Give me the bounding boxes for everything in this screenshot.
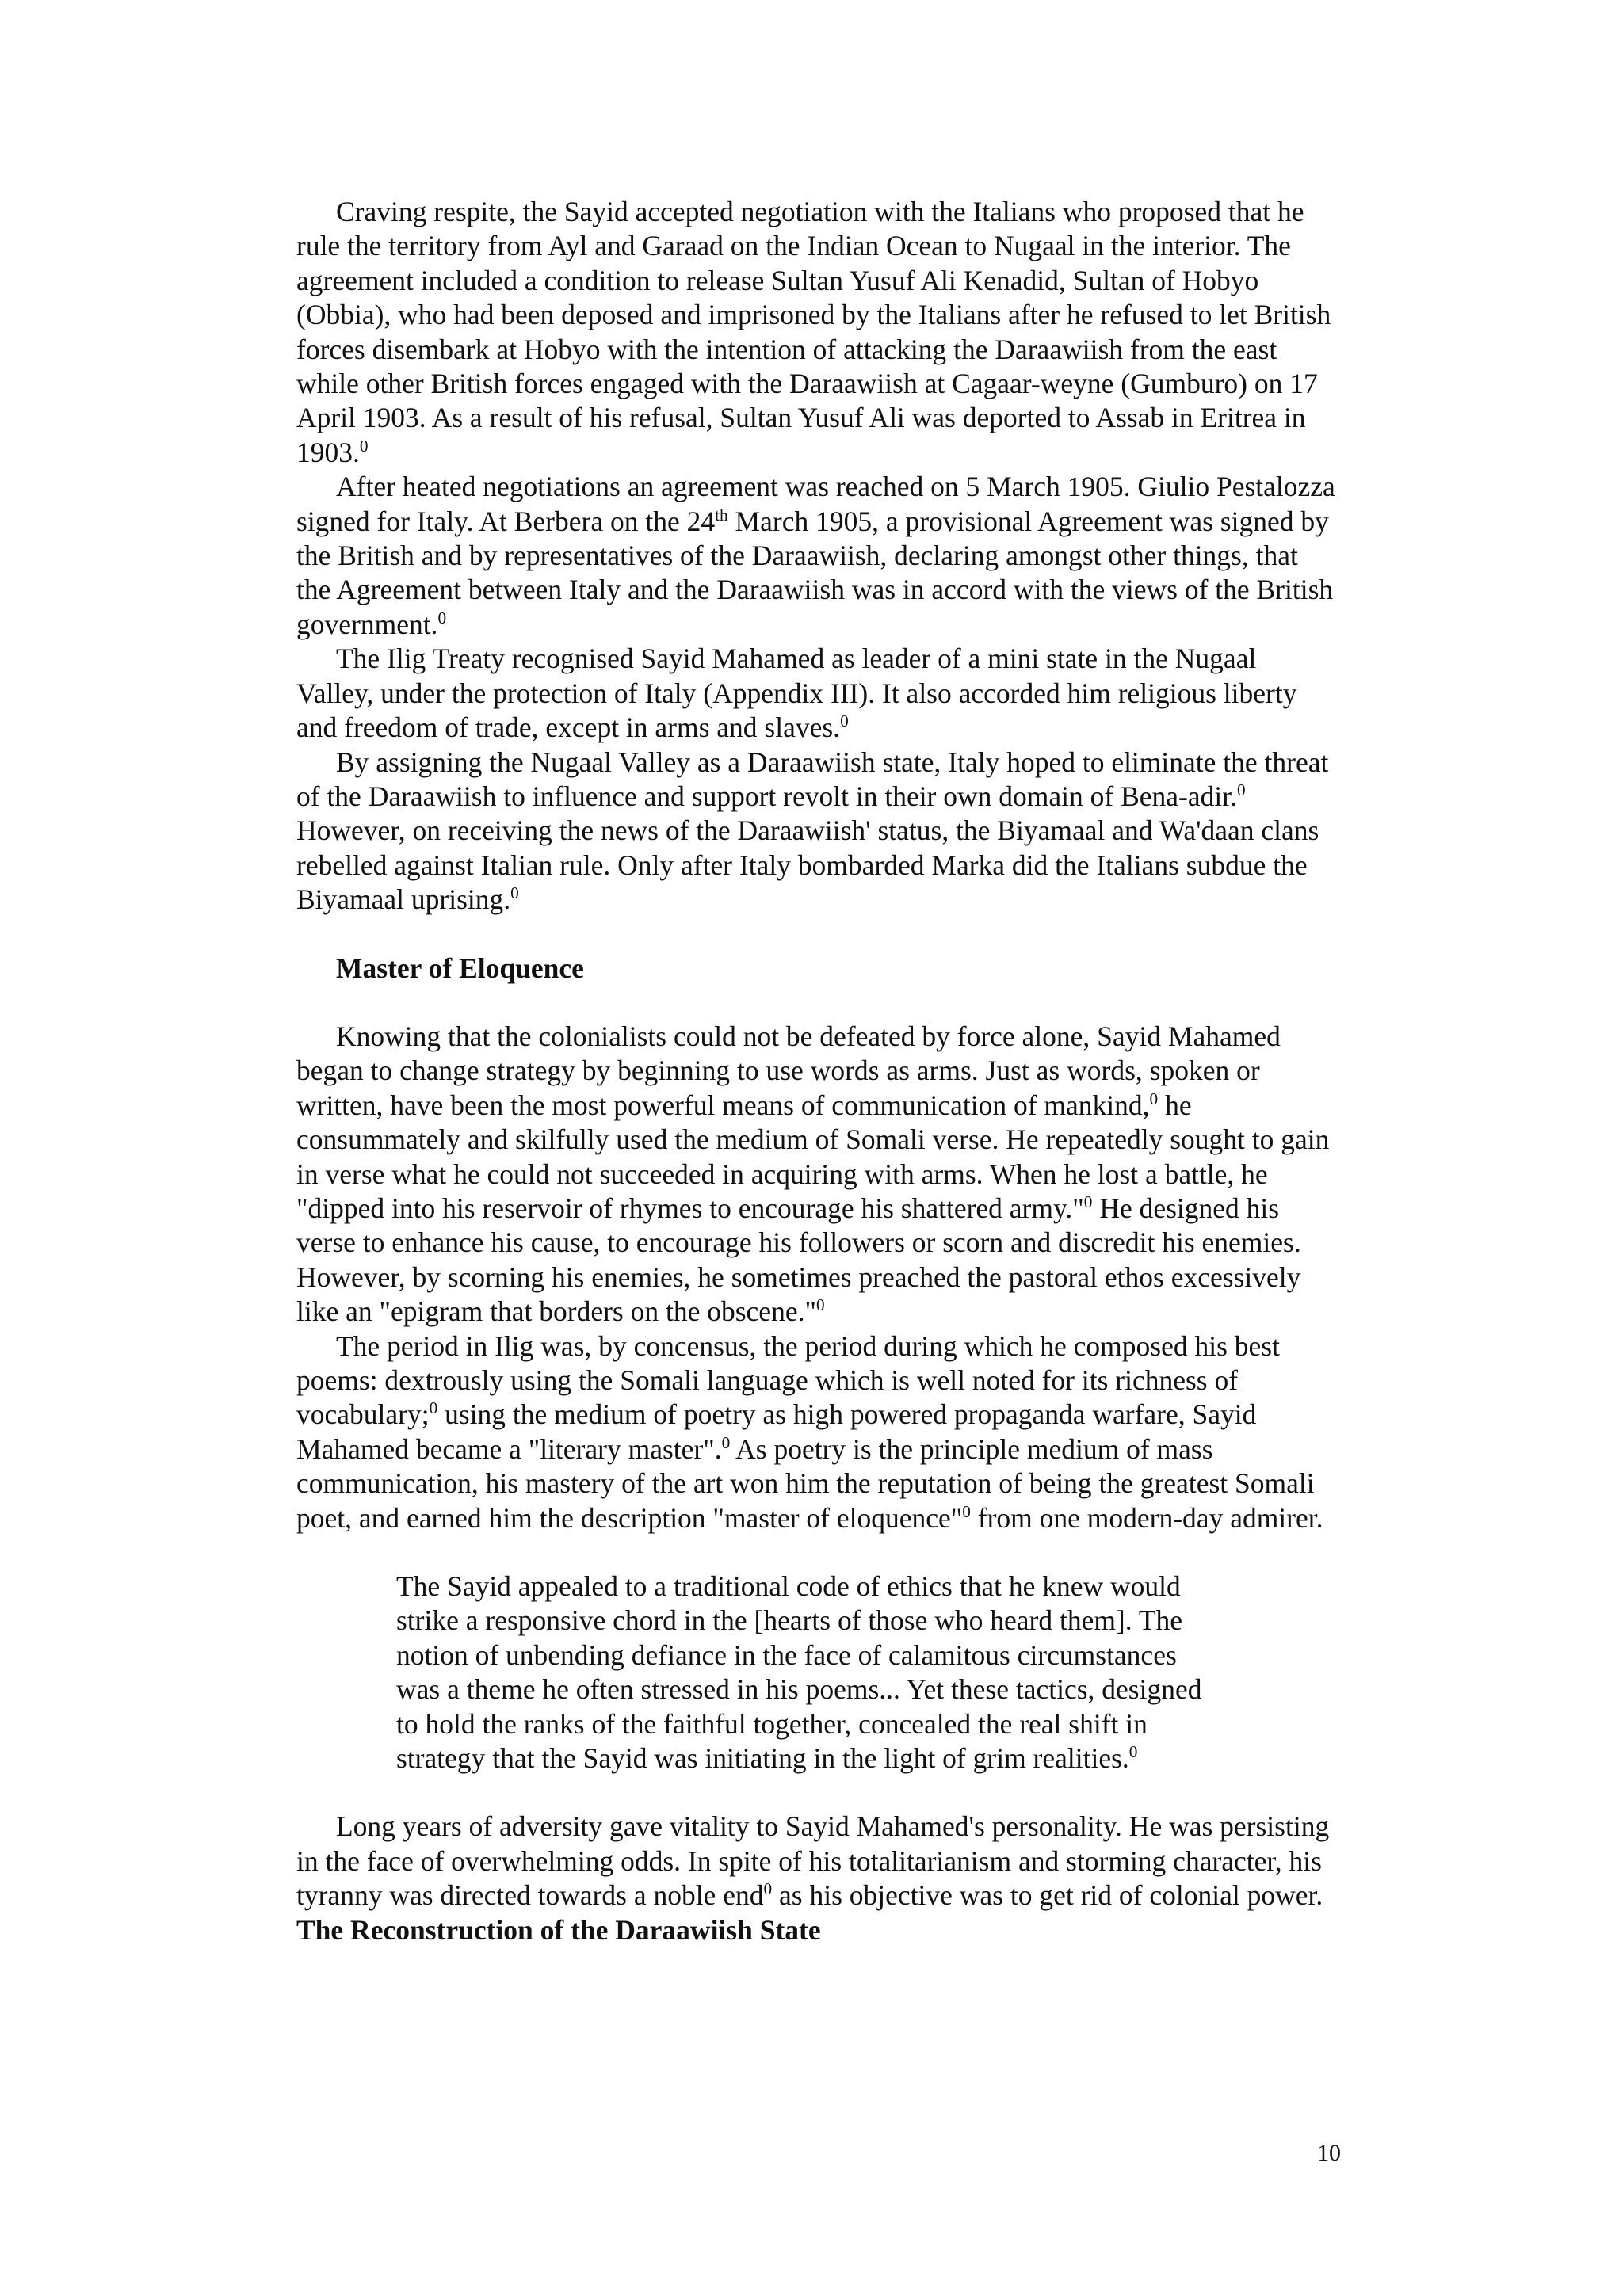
block-quote: The Sayid appealed to a traditional code of ethics that he knew would strike a responsive chord in the [hearts of those who heard them]. The notion of unbending defiance in the face of calamitous circumstances was a theme he often stressed in his poems... Yet these tactics, designed to hold the ranks of the faithful together, concealed the real shift in strategy that the Sayid was initiating in the light of grim realities.$^0$	[396, 1570, 1202, 1775]
footnote-marker: 0	[1083, 1192, 1093, 1212]
footnote-marker: 0	[437, 608, 447, 628]
paragraph-ilig-period: The period in Ilig was, by concensus, the period during which he composed his best poems: dextrously using the Somali language which is well noted for its richness of vocabulary;$^0$ using the medium of poetry as high powered propaganda warfare, Sayid Mahamed became a "literary master".$^0$ As poetry is the principle medium of mass communication, his mastery of the art won him the reputation of being the greatest Somali poet, and earned him the description "master of eloquence"$^0$ from one modern-day admirer.	[296, 1329, 1323, 1534]
footnote-marker: 0	[815, 1295, 825, 1315]
footnote-marker: 0	[962, 1501, 971, 1521]
footnote-marker: 0	[840, 711, 849, 731]
paragraph-negotiation: Craving respite, the Sayid accepted negotiation with the Italians who proposed that he rule the territory from Ayl and Garaad on the Indian Ocean to Nugaal in the interior. The agreement included a condition to release Sultan Yusuf Ali Kenadid, Sultan of Hobyo (Obbia), who had been deposed and imprisoned by the Italians after he refused to let British forces disembark at Hobyo with the intention of attacking the Daraawiish from the east while other British forces engaged with the Daraawiish at Cagaar-weyne (Gumburo) on 17 April 1903. As a result of his refusal, Sultan Yusuf Ali was deported to Assab in Eritrea in 1903.$^0$	[296, 196, 1331, 468]
paragraph-ilig-treaty: The Ilig Treaty recognised Sayid Mahamed as leader of a mini state in the Nugaal Valley, under the protection of Italy (Appendix III). It also accorded him religious liberty and freedom of trade, except in arms and slaves.$^0$	[296, 643, 1297, 744]
footnote-marker: 0	[1128, 1742, 1138, 1762]
section-heading-master-of-eloquence: Master of Eloquence	[336, 952, 584, 984]
ordinal-suffix: th	[715, 505, 728, 524]
footnote-marker: 0	[429, 1398, 438, 1418]
footnote-marker: 0	[721, 1432, 731, 1452]
footnote-marker: 0	[763, 1879, 773, 1899]
document-page	[296, 195, 1338, 1947]
footnote-marker: 0	[359, 437, 369, 456]
footnote-marker: 0	[1236, 780, 1246, 800]
paragraph-words-as-arms: Knowing that the colonialists could not be defeated by force alone, Sayid Mahamed began to change strategy by beginning to use words as arms. Just as words, spoken or written, have been the most powerful means of communication of mankind,$^0$ he consummately and skilfully used the medium of Somali verse. He repeatedly sought to gain in verse what he could not succeeded in acquiring with arms. When he lost a battle, he "dipped into his reservoir of rhymes to encourage his shattered army."$^0$ He designed his verse to enhance his cause, to encourage his followers or scorn and discredit his enemies. However, by scorning his enemies, he sometimes preached the pastoral ethos excessively like an "epigram that borders on the obscene."$^0$	[296, 1020, 1330, 1328]
page-number: 10	[1317, 2140, 1341, 2166]
footnote-marker: 0	[510, 883, 519, 903]
paragraph-nugaal-state: By assigning the Nugaal Valley as a Daraawiish state, Italy hoped to eliminate the threat of the Daraawiish to influence and support revolt in their own domain of Bena-adir.$^0$ However, on receiving the news of the Daraawiish' status, the Biyamaal and Wa'daan clans rebelled against Italian rule. Only after Italy bombarded Marka did the Italians subdue the Biyamaal uprising.$^0$	[296, 746, 1329, 916]
footnote-marker: 0	[1149, 1089, 1159, 1108]
section-heading-reconstruction: The Reconstruction of the Daraawiish State	[296, 1913, 821, 1946]
paragraph-adversity: Long years of adversity gave vitality to Sayid Mahamed's personality. He was persisting in the face of overwhelming odds. In spite of his totalitarianism and storming character, his tyranny was directed towards a noble end$^0$ as his objective was to get rid of colonial power.	[296, 1810, 1330, 1912]
paragraph-agreement: After heated negotiations an agreement was reached on 5 March 1905. Giulio Pestalozza signed for Italy. At Berbera on the 24th March 1905, a provisional Agreement was signed by the British and by representatives of the Daraawiish, declaring amongst other things, that the Agreement between Italy and the Daraawiish was in accord with the views of the British government.$^0$	[296, 471, 1335, 640]
